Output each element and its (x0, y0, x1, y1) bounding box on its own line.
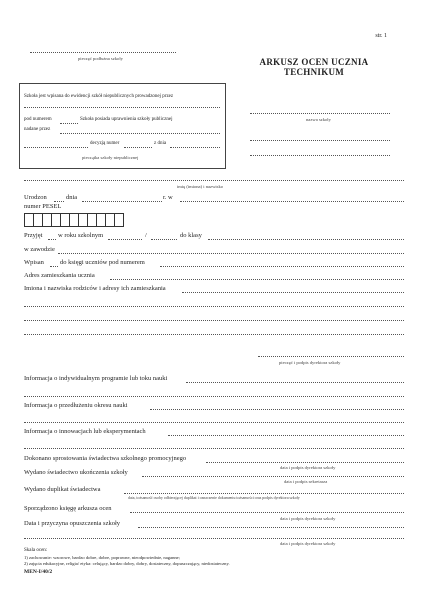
individual-program-dots-2 (24, 396, 404, 397)
profession-dots (58, 253, 404, 254)
document-title (250, 57, 378, 77)
director-signature-caption: pieczęć i podpis dyrektora szkoły (279, 360, 341, 365)
registry-line-4-dots-a (24, 147, 88, 148)
issued-certificate-label: Wydano świadectwo ukończenia szkoły (24, 469, 128, 476)
student-name-caption: imię (imiona) i nazwisko (177, 184, 224, 189)
student-name-line (24, 180, 404, 181)
prepared-dots (130, 512, 404, 513)
school-name-line-2 (250, 140, 390, 141)
issued-duplicate-caption: data, tożsamość osoby odbierającej duplikat i oznaczenie dokumentu tożsamości oraz podpis dyrektora szkoły (128, 496, 300, 500)
correction-label: Dokonano sprostowania świadectwa szkolnego promocyjnego (24, 455, 187, 462)
leaving-dots-1 (138, 527, 404, 528)
registry-line-4b: z dnia (154, 141, 167, 146)
to-class-label: do klasy (180, 232, 202, 239)
innovations-dots-1 (168, 435, 404, 436)
extension-label: Informacja o przedłużeniu okresu nauki (24, 402, 128, 409)
form-code: MEN-I/40/2 (24, 569, 53, 575)
scale-line-1: 1) zachowanie: wzorowe, bardzo dobre, dobre, poprawne, nieodpowiednie, naganne; (24, 555, 180, 560)
registry-line-2a: pod numerem (24, 117, 52, 122)
registry-line-1: Szkoła jest wpisana do ewidencji szkół niepublicznych prowadzonej przez (24, 94, 174, 99)
school-year-dots-a (108, 239, 142, 240)
issued-duplicate-label: Wydano duplikat świadectwa (24, 486, 101, 493)
school-year-slash: / (145, 232, 147, 239)
registry-line-4-dots-b (124, 147, 152, 148)
address-label: Adres zamieszkania ucznia (24, 272, 95, 279)
prepared-caption: data i podpis dyrektora szkoły (280, 516, 336, 521)
correction-dots (206, 462, 404, 463)
individual-program-dots-1 (186, 382, 404, 383)
school-year-dots-b (151, 239, 177, 240)
registry-line-2-dots (60, 123, 78, 124)
school-name-line-3 (250, 155, 390, 156)
issued-certificate-dots (142, 476, 404, 477)
leaving-dots-2 (24, 538, 404, 539)
school-name-line-1 (250, 113, 390, 114)
registry-line-3: nadane przez (24, 127, 51, 132)
registry-number-dots (160, 266, 404, 267)
individual-program-label: Informacja o indywidualnym programie lub toku nauki (24, 375, 168, 382)
innovations-dots-2 (24, 448, 404, 449)
born-year-label: r. w (163, 194, 173, 201)
issued-duplicate-dots (124, 493, 404, 494)
registry-caption: pieczątka szkoły niepublicznej (82, 155, 139, 160)
born-dots-1 (54, 201, 64, 202)
registry-box (19, 83, 226, 169)
registry-number-label: do księgi uczniów pod numerem (60, 259, 145, 266)
parents-dots-4 (24, 334, 404, 335)
address-dots (110, 279, 404, 280)
correction-caption: data i podpis dyrektora szkoły (280, 465, 336, 470)
to-class-dots (208, 239, 404, 240)
innovations-label: Informacja o innowacjach lub eksperymentach (24, 428, 146, 435)
title-line-1: ARKUSZ OCEN UCZNIA (259, 57, 369, 67)
pesel-cell[interactable] (114, 213, 124, 227)
registry-line-2b: Szkoła posiada uprawnienia szkoły publicznej (80, 117, 173, 122)
born-day-label: dnia (66, 194, 78, 201)
registry-line-4-dots-c (170, 147, 220, 148)
issued-certificate-caption: data i podpis sekretarza (284, 479, 328, 484)
extension-dots-1 (150, 409, 404, 410)
page-number: str. 1 (375, 33, 387, 39)
parents-dots-3 (24, 320, 404, 321)
registry-line-4a: decyzją numer (90, 141, 120, 146)
admitted-label: Przyjęt (24, 232, 43, 239)
registry-line-3-dots (60, 133, 220, 134)
stamp-line (30, 52, 176, 53)
scale-title: Skala ocen: (24, 548, 48, 553)
admitted-dots-1 (48, 239, 56, 240)
leaving-label: Data i przyczyna opuszczenia szkoły (24, 520, 121, 527)
pesel-grid (24, 213, 124, 227)
born-place-line (180, 201, 404, 202)
born-label: Urodzon (24, 194, 47, 201)
extension-dots-2 (24, 422, 404, 423)
director-signature-line (258, 356, 404, 357)
entered-label: Wpisan (24, 259, 44, 266)
registry-line-1-dots (24, 107, 220, 108)
school-year-label: w roku szkolnym (58, 232, 104, 239)
pesel-label: numer PESEL (24, 203, 62, 210)
title-line-2: TECHNIKUM (283, 67, 345, 77)
leaving-caption: data i podpis dyrektora szkoły (280, 541, 336, 546)
born-dots-2 (82, 201, 162, 202)
parents-dots-2 (24, 306, 404, 307)
stamp-caption: pieczęć podłużna szkoły (78, 56, 123, 61)
parents-dots-1 (182, 292, 404, 293)
prepared-label: Sporządzono księgę arkusza ocen (24, 505, 112, 512)
scale-line-2: 2) zajęcia edukacyjne, religia/ etyka: celujący, bardzo dobry, dobry, dostateczny, dopuszczający, niedostateczny. (24, 561, 230, 566)
parents-label: Imiona i nazwiska rodziców i adresy ich zamieszkania (24, 285, 166, 292)
entered-dots-1 (50, 266, 58, 267)
profession-label: w zawodzie (24, 246, 55, 253)
school-name-caption: nazwa szkoły (306, 117, 331, 122)
